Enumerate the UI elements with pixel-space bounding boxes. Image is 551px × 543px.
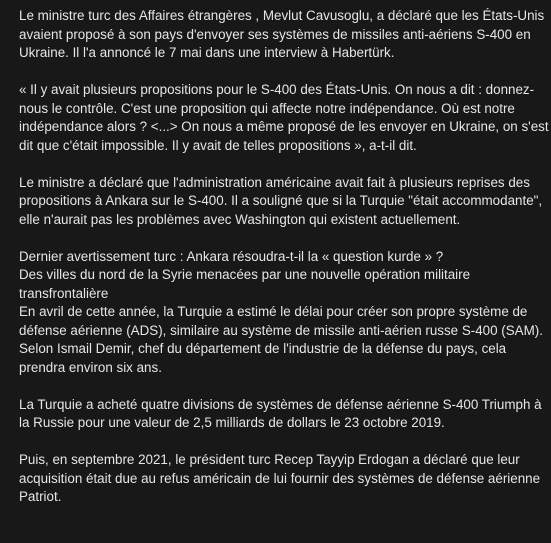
text-line: Le ministre a déclaré que l'administration américaine avait fait à plusieurs reprises des — [19, 174, 530, 190]
paragraph-administration-proposals — [19, 174, 544, 230]
text-line: La Turquie a acheté quatre divisions de systèmes de défense aérienne S-400 Triumph à — [19, 396, 542, 412]
text-line: Dernier avertissement turc : Ankara résoudra-t-il la « question kurde » ? — [19, 248, 444, 264]
text-line: Puis, en septembre 2021, le président turc Recep Tayyip Erdogan a déclaré que leur — [19, 452, 520, 467]
text-line: Selon Ismail Demir, chef du département de l'industrie de la défense du pays, cela — [19, 341, 507, 356]
paragraph-air-defense-timeline — [19, 248, 544, 378]
paragraph-cavusoglu-statement — [19, 7, 544, 63]
paragraph-erdogan-statement — [19, 451, 544, 507]
text-line: dit que c'était impossible. Il y avait de telles propositions », a-t-il dit. — [19, 137, 417, 153]
text-line: En avril de cette année, la Turquie a estimé le délai pour créer son propre système de — [19, 304, 528, 319]
text-line: Patriot. — [19, 489, 62, 504]
text-line: nous le contrôle. C'est une proposition qui affecte notre indépendance. Où est notre — [19, 100, 515, 116]
text-line: la Russie pour une valeur de 2,5 milliards de dollars le 23 octobre 2019. — [19, 415, 445, 430]
text-line: « Il y avait plusieurs propositions pour le S-400 des États-Unis. On nous a dit : donnez- — [19, 82, 535, 97]
text-line: transfrontalière — [19, 285, 109, 301]
text-line: acquisition était due au refus américain de lui fournir des systèmes de défense aérienne — [19, 470, 541, 486]
text-line: indépendance alors ? <...> On nous a même proposé de les envoyer en Ukraine, on s'est — [19, 119, 549, 134]
text-line: prendra environ six ans. — [19, 359, 162, 375]
paragraph-quote — [19, 81, 549, 155]
text-line: avaient proposé à son pays d'envoyer ses systèmes de missiles anti-aériens S-400 en — [19, 26, 531, 42]
paragraph-s400-purchase — [19, 396, 544, 433]
text-line: Le ministre turc des Affaires étrangères , Mevlut Cavusoglu, a déclaré que les États-Unis — [19, 8, 545, 23]
article-body — [19, 7, 549, 525]
text-line: Des villes du nord de la Syrie menacées par une nouvelle opération militaire — [19, 267, 471, 282]
text-line: elle n'aurait pas les problèmes avec Washington qui existent actuellement. — [19, 211, 461, 227]
text-line: propositions à Ankara sur le S-400. Il a souligné que si la Turquie "était accommodante", — [19, 193, 543, 208]
text-line: défense aérienne (ADS), similaire au système de missile anti-aérien russe S-400 (SAM). — [19, 322, 543, 338]
text-line: Ukraine. Il l'a annoncé le 7 mai dans une interview à Habertürk. — [19, 45, 395, 60]
